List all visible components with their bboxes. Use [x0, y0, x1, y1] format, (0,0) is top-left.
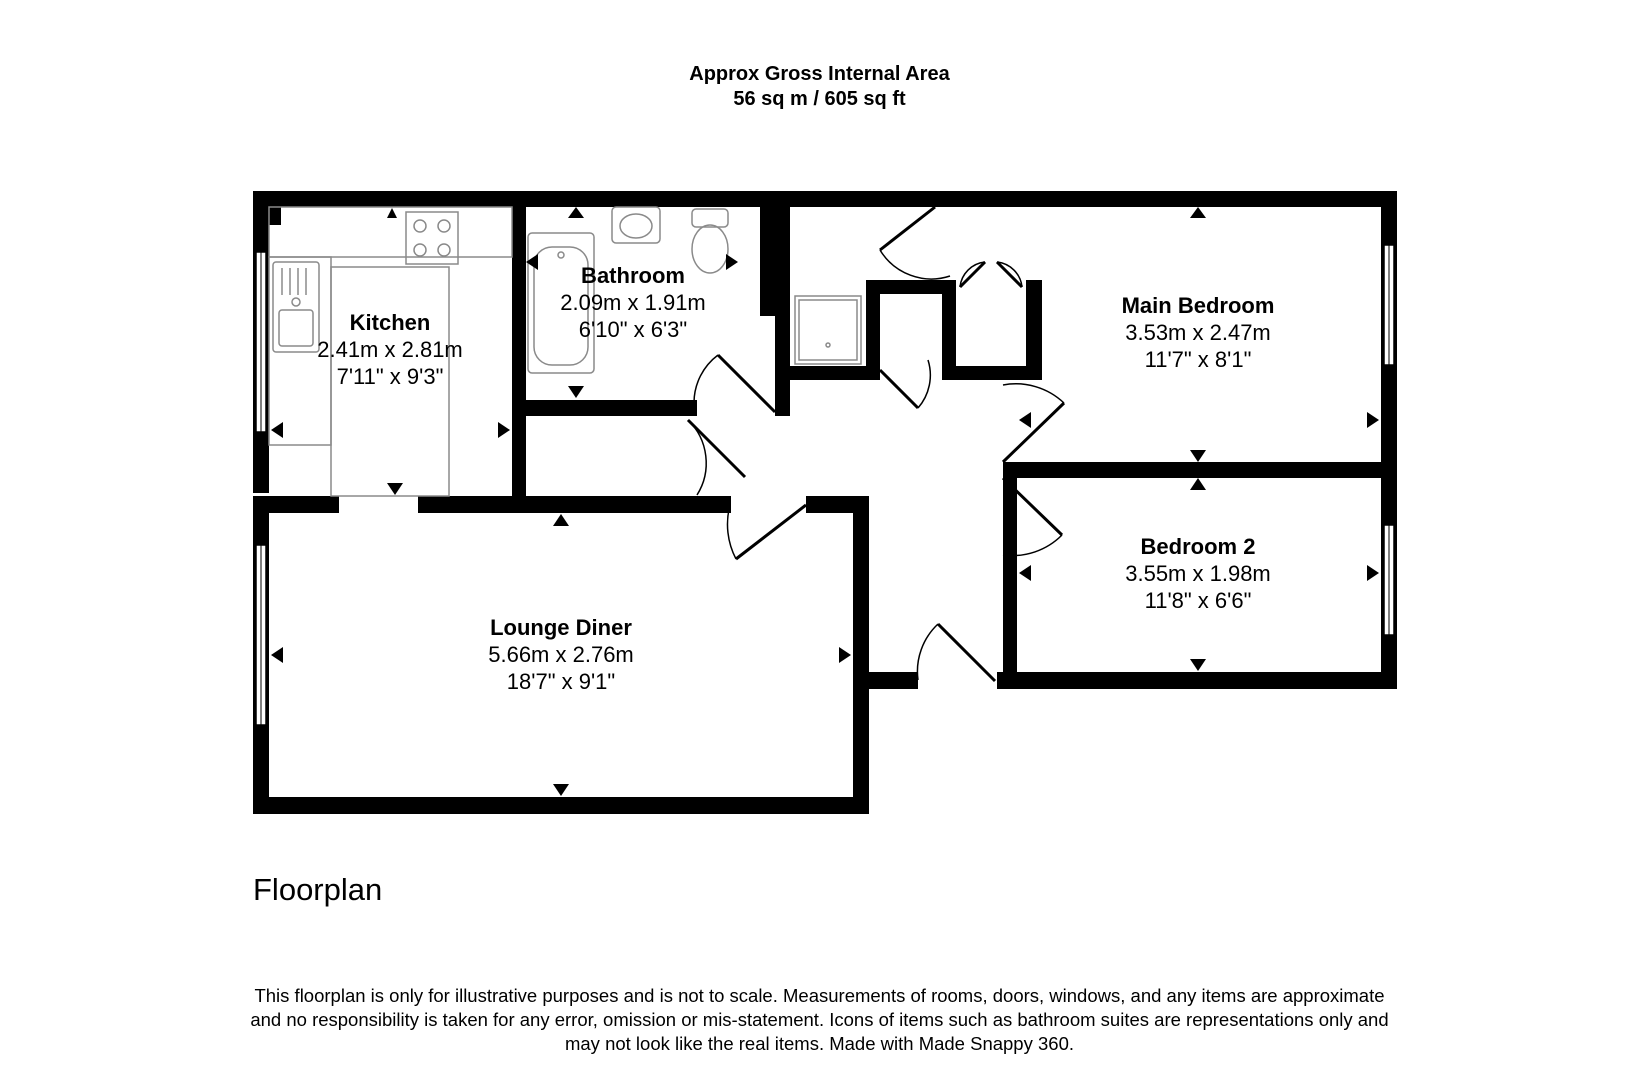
arrow-bed2-bottom [1190, 659, 1206, 671]
arrow-kitchen-left [271, 422, 283, 438]
arrow-bath-bottom [568, 386, 584, 398]
arrow-bath-right [726, 254, 738, 270]
room-main-bedroom-imperial: 11'7" x 8'1" [1144, 347, 1252, 372]
arrow-lounge-bottom [553, 784, 569, 796]
wall-hall-lounge-bottom [853, 672, 918, 689]
arrow-main-left [1019, 412, 1031, 428]
wall-bottom-lounge [253, 797, 869, 814]
room-kitchen [317, 309, 463, 390]
room-bathroom [560, 262, 706, 343]
arrow-main-right [1367, 412, 1379, 428]
room-bedroom-2-imperial: 11'8" x 6'6" [1144, 588, 1252, 613]
arrow-kitchen-right [498, 422, 510, 438]
wall-lounge-hall [806, 496, 869, 513]
room-kitchen-metric: 2.41m x 2.81m [317, 337, 463, 362]
door-top-hall [880, 207, 935, 250]
wall-kitchen-lounge-right [418, 496, 731, 513]
room-bedroom-2-name: Bedroom 2 [1140, 534, 1256, 559]
room-kitchen-imperial: 7'11" x 9'3" [336, 364, 444, 389]
door-entrance [938, 624, 995, 681]
arrow-bed2-right [1367, 565, 1379, 581]
area-title: Approx Gross Internal Area [689, 63, 950, 85]
door-cupboard [880, 370, 918, 408]
wall-right-lounge [853, 496, 869, 814]
door-main-bedroom [1003, 403, 1064, 462]
room-bedroom-2-metric: 3.55m x 1.98m [1125, 561, 1271, 586]
sink [273, 262, 319, 352]
wall-cupboard-left [866, 280, 880, 380]
wall-cupboard-mid [942, 280, 956, 380]
arrow-bath-top [568, 207, 584, 218]
disclaimer-line-2: and no responsibility is taken for any error, omission or mis-statement. Icons of items such as bathroom suites are representations only and [250, 1009, 1389, 1030]
room-bathroom-name: Bathroom [581, 263, 685, 288]
room-main-bedroom-name: Main Bedroom [1121, 293, 1275, 318]
room-bathroom-imperial: 6'10" x 6'3" [578, 317, 688, 342]
room-lounge-diner-imperial: 18'7" x 9'1" [506, 669, 616, 694]
wall-bottom-bed2 [997, 672, 1397, 689]
wall-bath-bottom [512, 400, 697, 416]
arrow-bed2-top [1190, 478, 1206, 490]
room-lounge-diner [488, 614, 634, 695]
disclaimer-line-1: This floorplan is only for illustrative purposes and is not to scale. Measurements of rooms, doors, windows, and any items are approximate [254, 985, 1385, 1006]
wall-top [253, 191, 1397, 207]
wall-wardrobe-right [1026, 280, 1042, 380]
wall-bed-divider [1003, 462, 1397, 478]
room-lounge-diner-name: Lounge Diner [490, 615, 632, 640]
arrow-lounge-right [839, 647, 851, 663]
wall-bed2-left [1003, 474, 1017, 689]
room-main-bedroom-metric: 3.53m x 2.47m [1125, 320, 1271, 345]
arrow-kitchen-bottom [387, 483, 403, 495]
arrow-main-bottom [1190, 450, 1206, 462]
room-main-bedroom [1122, 292, 1275, 373]
door-lounge [736, 505, 806, 559]
room-kitchen-name: Kitchen [349, 310, 431, 335]
wall-kitchen-lounge-left [253, 496, 339, 513]
arrow-main-top [1190, 207, 1206, 218]
shower-tray [795, 296, 861, 364]
wall-bath-right-lower [775, 316, 790, 416]
room-bathroom-metric: 2.09m x 1.91m [560, 290, 706, 315]
disclaimer [150, 984, 1489, 1056]
wall-kitchen-left-stub [253, 191, 281, 225]
door-kitchen-store [688, 420, 745, 477]
wall-kitchen-bath [512, 191, 526, 499]
hob [406, 212, 458, 264]
room-bedroom-2 [1125, 533, 1271, 614]
arrow-lounge-top [553, 514, 569, 526]
wall-wardrobe-bottom [956, 366, 1042, 380]
arrow-bed2-left [1019, 565, 1031, 581]
door-bathroom [718, 355, 775, 412]
area-value: 56 sq m / 605 sq ft [733, 88, 906, 110]
wall-bath-right [760, 191, 790, 316]
floor-label: Floorplan [253, 872, 383, 907]
wall-cupboard-bottom [790, 366, 880, 380]
arrow-kitchen-top [387, 208, 397, 218]
room-lounge-diner-metric: 5.66m x 2.76m [488, 642, 634, 667]
arrow-lounge-left [271, 647, 283, 663]
disclaimer-line-3: may not look like the real items. Made with Made Snappy 360. [564, 1033, 1074, 1054]
